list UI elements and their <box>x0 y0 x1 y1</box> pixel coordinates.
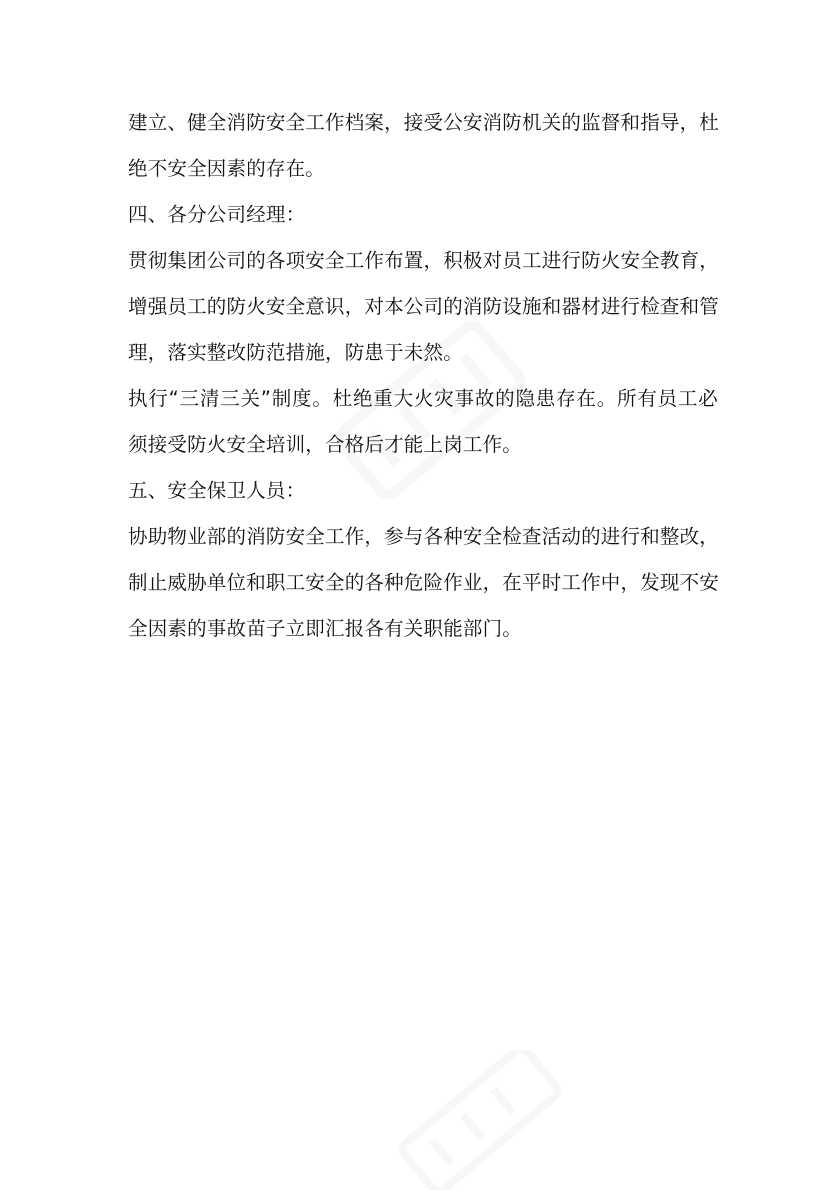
paragraph <box>128 376 728 468</box>
paragraph <box>128 100 728 192</box>
text-line: 绝不安全因素的存在。 <box>128 157 326 180</box>
text-line: 须接受防火安全培训，合格后才能上岗工作。 <box>128 433 523 456</box>
section-heading <box>128 192 728 238</box>
text-line: 建立、健全消防安全工作档案，接受公安消防机关的监督和指导，杜 <box>128 111 720 134</box>
section-heading <box>128 468 728 514</box>
paragraph <box>128 514 728 652</box>
text-line: 协助物业部的消防安全工作，参与各种安全检查活动的进行和整改， <box>128 525 720 548</box>
document-body <box>128 100 728 652</box>
heading-text: 五、安全保卫人员： <box>128 479 306 502</box>
text-line: 贯彻集团公司的各项安全工作布置，积极对员工进行防火安全教育， <box>128 249 720 272</box>
text-line: 全因素的事故苗子立即汇报各有关职能部门。 <box>128 617 523 640</box>
text-line: 增强员工的防火安全意识，对本公司的消防设施和器材进行检查和管 <box>128 295 720 318</box>
text-line: 执行“三清三关”制度。杜绝重大火灾事故的隐患存在。所有员工必 <box>128 387 718 410</box>
heading-text: 四、各分公司经理： <box>128 203 306 226</box>
paragraph <box>128 238 728 376</box>
watermark-stamp-icon <box>380 1050 580 1190</box>
text-line: 制止威胁单位和职工安全的各种危险作业，在平时工作中，发现不安 <box>128 571 720 594</box>
text-line: 理，落实整改防范措施，防患于未然。 <box>128 341 463 364</box>
